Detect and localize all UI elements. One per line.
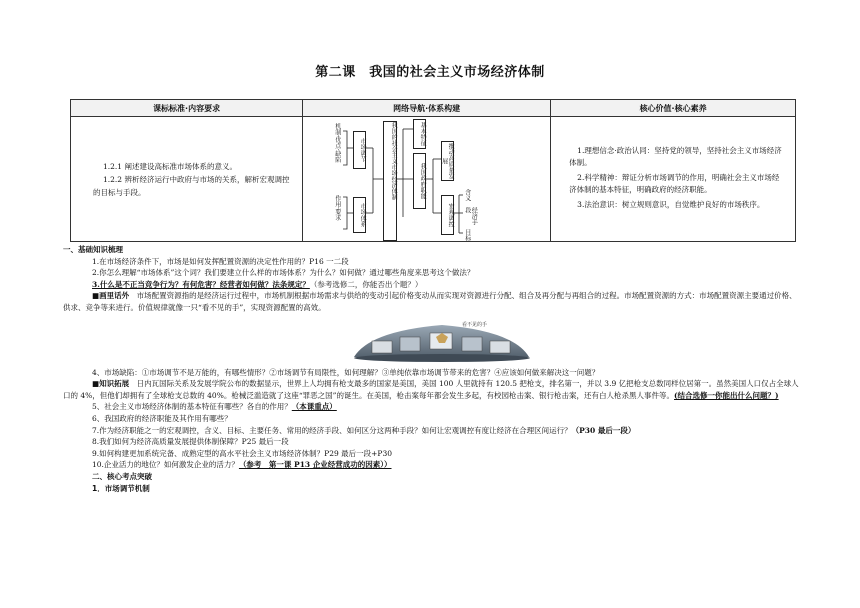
diagram-box-gov-function: 我国政府职能 [413,153,426,209]
section-heading-basics: 一、基础知识梳理 [63,245,123,254]
banner-wrap [63,317,799,365]
question-5-text: 5、社会主义市场经济体制的基本特征有哪些？各自的作用？ [92,402,292,412]
banner-caption: 看不见的手 [462,321,488,328]
question-2: 2.你怎么理解“市场体系”这个词？我们要建立什么样的市场体系？为什么？如何做？通过哪些角度来思考这个做法？ [92,268,475,278]
diagram-meaning-label: 含义 [463,189,471,201]
diagram-left-bottom-label: 作用·要求 [333,195,341,221]
page-title: 第二课 我国的社会主义市场经济体制 [315,65,545,80]
extra-label: ■画里话外 [92,291,130,301]
question-8: 8.我们如何为经济高质量发展提供体制保障？P25 最后一段 [92,437,289,447]
diagram-center-topic: 我国的社会主义市场经济体制 [383,121,397,241]
core-value-item: 1.理想信念·政治认同：坚持党的领导，坚持社会主义市场经济体制。 [569,145,782,168]
extra-paragraph [63,290,799,313]
question-7 [63,425,799,437]
diagram-box-market-adjust: 市场调节 [353,131,366,169]
section-heading-core: 二、核心考点突破 [92,471,152,481]
diagram-cell [303,117,551,242]
diagram-goal-label: 目标 [463,229,471,241]
knowledge-label: ■知识拓展 [92,379,130,389]
invisible-hand-illustration [350,317,533,363]
question-3-note: （参考选修二，你能否出个题？） [309,279,423,289]
core-value-item: 2.科学精神：辩证分析市场调节的作用，明确社会主义市场经济体制的基本特征，明确政府的经济职能。 [569,172,780,195]
question-4: 4、市场缺陷：①市场调节不是万能的，有哪些情形？②市场调节有局限性，如何理解？③单纯依靠市场调节带来的危害？④应该如何做来解决这一问题？ [92,367,600,377]
header-navigation: 网络导航·体系构建 [303,100,551,117]
question-5-note: （本课重点） [291,402,337,412]
diagram-left-top-label: 机制·优点·缺陷 [333,123,341,163]
question-1: 1.在市场经济条件下，市场是如何发挥配置资源的决定性作用的？P16 一二段 [92,256,349,266]
header-standards: 课标标准·内容要求 [71,100,303,117]
question-5 [63,401,799,413]
extra-text: 市场配置资源指的是经济运行过程中，市场机制根据市场需求与供给的变动引起价格变动从而实现对资源进行分配、组合及再分配与再组合的过程。市场配置资源的方式：市场配置资源主要通过价格、供求、竞争等来进行。价值规律就像一只“看不见的手”，实现资源配置的高效。 [63,291,797,312]
question-3 [63,279,799,291]
knowledge-text: 日内瓦国际关系及发展学院公布的数据显示，世界上人均拥有枪支最多的国家是美国，美国 100 人里就持有 120.5 把枪支，排名第一，并以 3.9 亿把枪支总数同样位居第一。虽然美国人口仅占全球人口的 4%，但他们却拥有了全球枪支总数的 40%。枪械泛滥造就了这座“罪恶之国”的诞生。在美国，枪击案每年都会发生多起，有校园枪击案、银行枪击案，还有白人枪杀黑人事件等。 [63,379,799,400]
question-9: 9.如何构建更加系统完备、成熟定型的高水平社会主义市场经济体制？P29 最后一段+P30 [92,448,393,458]
question-6: 6、我国政府的经济职能及其作用有哪些？ [92,413,232,423]
diagram-box-basic-features: 基本特征 [413,119,426,149]
subsection-market-mechanism: 1．市场调节机制 [92,483,150,493]
overview-table [70,99,796,242]
standard-item: 1.2.2 辨析经济运行中政府与市场的关系，解析宏观调控的目标与手段。 [93,174,290,197]
question-10 [63,459,799,471]
standard-item: 1.2.1 阐述建设高标准市场体系的意义。 [103,161,237,171]
question-10-text: 10.企业活力的地位？如何激发企业的活力？ [92,460,239,470]
question-7-text: 7.作为经济职能之一的宏观调控，含义、目标、主要任务、常用的经济手段、如何区分这两种手段？如何让宏观调控有度让经济在合理区间运行？ [92,425,572,435]
question-7-note: （P30 最后一段） [571,425,636,435]
diagram-box-market-system: 市场体系 [353,197,366,233]
question-3-text: 3.什么是不正当竞争行为？有何危害？经营者如何做？法条规定？ [92,279,310,289]
core-values-cell [551,117,796,242]
question-10-note: （参考 第一课 P13 企业经营成功的因素）） [238,460,392,470]
header-core-values: 核心价值·核心素养 [551,100,796,117]
diagram-box-high-quality: 推动高质量发展 [440,143,455,179]
knowledge-paragraph [63,378,799,401]
diagram-means-label: 经济手段 [463,207,478,225]
concept-map [303,117,550,241]
diagram-box-macro-control: 宏观调控 [441,195,454,235]
body-content [63,244,799,494]
knowledge-note: (结合选修一你能出什么问题？) [674,390,779,400]
standards-cell [71,117,303,242]
core-value-item: 3.法治意识：树立规则意识，自觉维护良好的市场秩序。 [577,199,765,209]
